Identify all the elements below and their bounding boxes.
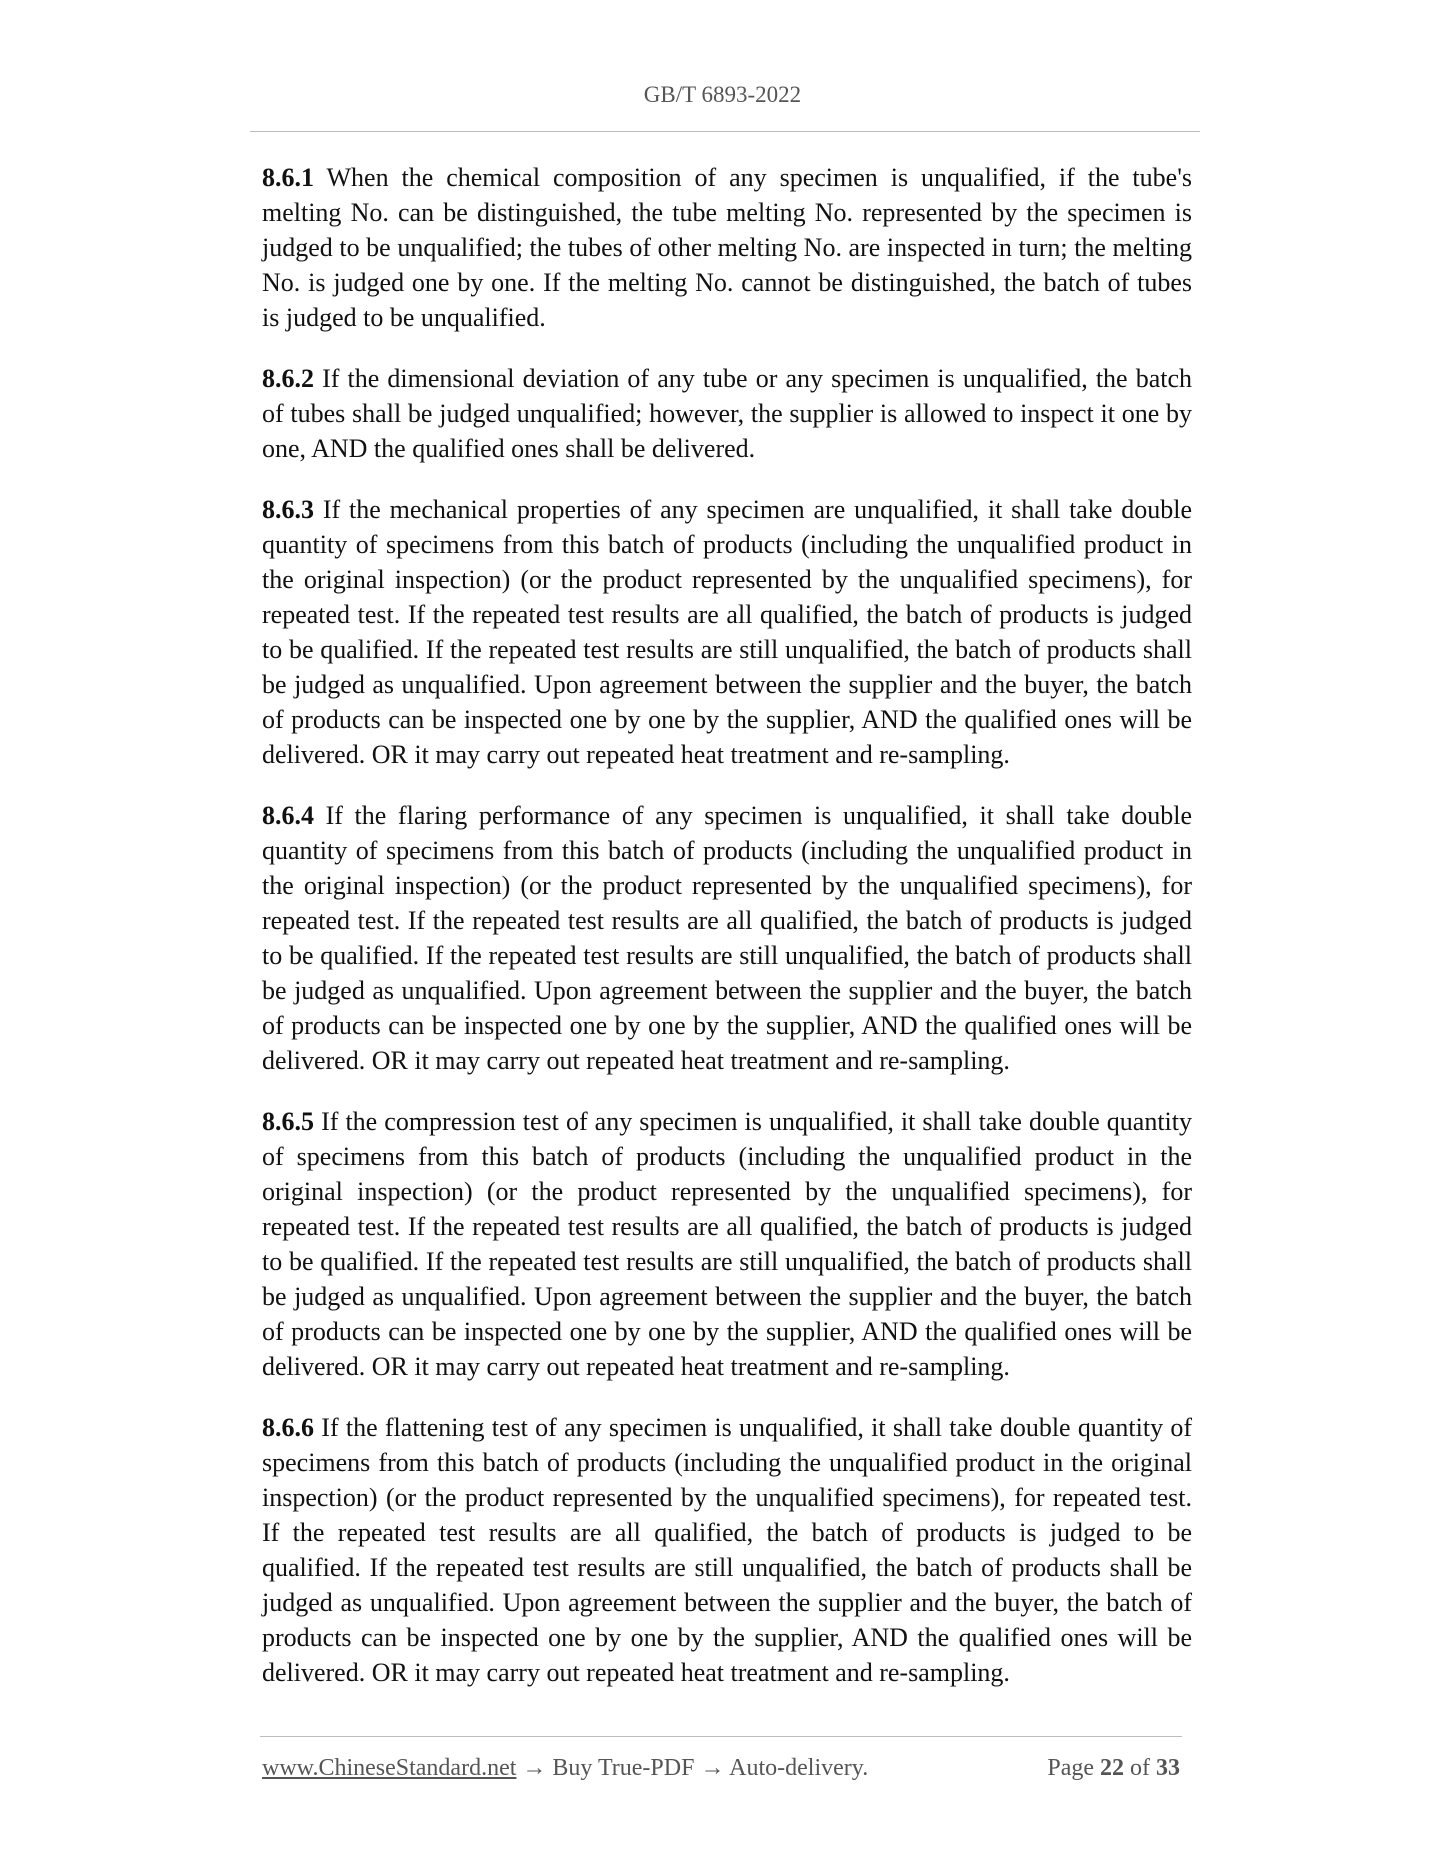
clause-8-6-3 — [262, 492, 1192, 772]
arrow-right-icon: → — [700, 1755, 725, 1781]
page-of: of — [1130, 1755, 1150, 1781]
document-body — [262, 160, 1192, 1716]
clause-number: 8.6.2 — [262, 364, 314, 393]
footer-divider — [260, 1736, 1182, 1737]
clause-8-6-5 — [262, 1104, 1192, 1384]
clause-8-6-1 — [262, 160, 1192, 335]
page-header-title: GB/T 6893-2022 — [643, 82, 802, 107]
clause-number: 8.6.3 — [262, 495, 314, 524]
clause-number: 8.6.1 — [262, 163, 314, 192]
clause-text: If the mechanical properties of any specimen are unqualified, it shall take double quantity of specimens from this batch of products (including the unqualified product in the original inspection) (or the product represented by the unqualified specimens), for repeated test. If the repeated test results are all qualified, the batch of products is judged to be qualified. If the repeated test results are still unqualified, the batch of products shall be judged as unqualified. Upon agreement between the supplier and the buyer, the batch of products can be inspected one by one by the supplier, AND the qualified ones will be delivered. OR it may carry out repeated heat treatment and re-sampling. — [262, 495, 1192, 769]
buy-true-pdf-text: Buy True-PDF — [552, 1755, 695, 1781]
page-current: 22 — [1100, 1755, 1124, 1781]
clause-number: 8.6.5 — [262, 1107, 314, 1136]
clause-8-6-4 — [262, 798, 1192, 1078]
page-label: Page — [1047, 1755, 1094, 1781]
clause-text: If the flaring performance of any specimen is unqualified, it shall take double quantity of specimens from this batch of products (including the unqualified product in the original inspection) (or the product represented by the unqualified specimens), for repeated test. If the repeated test results are all qualified, the batch of products is judged to be qualified. If the repeated test results are still unqualified, the batch of products shall be judged as unqualified. Upon agreement between the supplier and the buyer, the batch of products can be inspected one by one by the supplier, AND the qualified ones will be delivered. OR it may carry out repeated heat treatment and re-sampling. — [262, 801, 1193, 1075]
clause-number: 8.6.6 — [262, 1413, 314, 1442]
clause-text: When the chemical composition of any specimen is unqualified, if the tube's melting No. can be distinguished, the tube melting No. represented by the specimen is judged to be unqualified; the tubes of other melting No. are inspected in turn; the melting No. is judged one by one. If the melting No. cannot be distinguished, the batch of tubes is judged to be unqualified. — [262, 163, 1192, 332]
header-divider — [250, 131, 1200, 132]
clause-text: If the flattening test of any specimen is unqualified, it shall take double quantity of specimens from this batch of products (including the unqualified product in the original inspection) (or the product represented by the unqualified specimens), for repeated test. If the repeated test results are all qualified, the batch of products is judged to be qualified. If the repeated test results are still unqualified, the batch of products shall be judged as unqualified. Upon agreement between the supplier and the buyer, the batch of products can be inspected one by one by the supplier, AND the qualified ones will be delivered. OR it may carry out repeated heat treatment and re-sampling. — [262, 1413, 1193, 1687]
clause-number: 8.6.4 — [262, 801, 314, 830]
clause-8-6-2 — [262, 361, 1192, 466]
clause-text: If the compression test of any specimen is unqualified, it shall take double quantity of specimens from this batch of products (including the unqualified product in the original inspection) (or the product represented by the unqualified specimens), for repeated test. If the repeated test results are all qualified, the batch of products is judged to be qualified. If the repeated test results are still unqualified, the batch of products shall be judged as unqualified. Upon agreement between the supplier and the buyer, the batch of products can be inspected one by one by the supplier, AND the qualified ones will be delivered. OR it may carry out repeated heat treatment and re-sampling. — [262, 1107, 1193, 1381]
page-number — [1047, 1755, 1180, 1782]
clause-text: If the dimensional deviation of any tube or any specimen is unqualified, the batch of tubes shall be judged unqualified; however, the supplier is allowed to inspect it one by one, AND the qualified ones shall be delivered. — [262, 364, 1193, 463]
clause-8-6-6 — [262, 1410, 1192, 1690]
chinesestandard-link[interactable]: www.ChineseStandard.net — [262, 1755, 517, 1781]
arrow-right-icon: → — [522, 1755, 547, 1781]
auto-delivery-text: Auto-delivery. — [729, 1755, 869, 1781]
page-total: 33 — [1156, 1755, 1180, 1781]
footer-promo — [262, 1755, 868, 1782]
